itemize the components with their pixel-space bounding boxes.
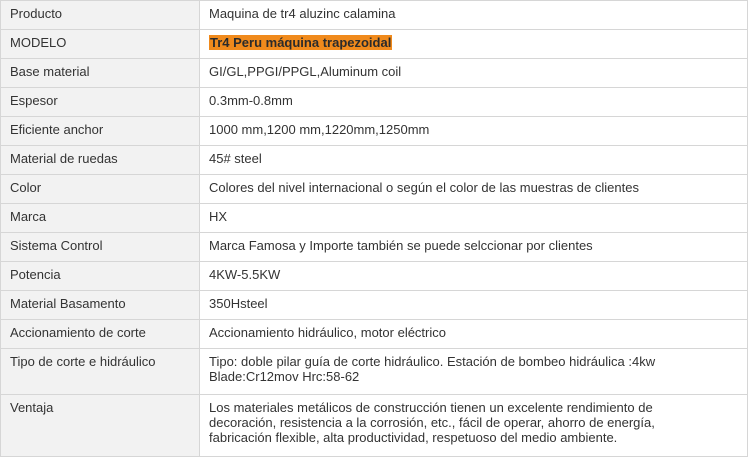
- table-row: [1, 88, 748, 117]
- row-value: HX: [200, 204, 748, 233]
- row-value: 4KW-5.5KW: [200, 262, 748, 291]
- table-row: [1, 30, 748, 59]
- table-row: [1, 262, 748, 291]
- row-value: 0.3mm-0.8mm: [200, 88, 748, 117]
- row-label: Base material: [1, 59, 200, 88]
- table-row: [1, 146, 748, 175]
- row-value: 1000 mm,1200 mm,1220mm,1250mm: [200, 117, 748, 146]
- table-row: [1, 59, 748, 88]
- highlighted-model-text: Tr4 Peru máquina trapezoidal: [210, 35, 392, 50]
- row-label: Accionamiento de corte: [1, 320, 200, 349]
- row-value: [200, 349, 748, 395]
- row-label: Material de ruedas: [1, 146, 200, 175]
- table-row: [1, 1, 748, 30]
- row-value: Maquina de tr4 aluzinc calamina: [200, 1, 748, 30]
- table-row: [1, 320, 748, 349]
- row-label: Producto: [1, 1, 200, 30]
- row-value: Colores del nivel internacional o según el color de las muestras de clientes: [200, 175, 748, 204]
- row-label: Tipo de corte e hidráulico: [1, 349, 200, 395]
- row-value: [200, 30, 748, 59]
- row-label: MODELO: [1, 30, 200, 59]
- value-line: decoración, resistencia a la corrosión, etc., fácil de operar, ahorro de energía,: [209, 415, 655, 430]
- table-row: [1, 175, 748, 204]
- value-line: Tipo: doble pilar guía de corte hidráulico. Estación de bombeo hidráulica :4kw: [209, 354, 656, 369]
- row-value: [200, 395, 748, 457]
- row-value: GI/GL,PPGI/PPGL,Aluminum coil: [200, 59, 748, 88]
- row-label: Marca: [1, 204, 200, 233]
- table-row: [1, 291, 748, 320]
- table-row: [1, 233, 748, 262]
- row-label: Sistema Control: [1, 233, 200, 262]
- row-label: Eficiente anchor: [1, 117, 200, 146]
- row-label: Color: [1, 175, 200, 204]
- table-row: [1, 117, 748, 146]
- table-row: [1, 349, 748, 395]
- value-line: fabricación flexible, alta productividad, respetuoso del medio ambiente.: [209, 430, 618, 445]
- row-value: 45# steel: [200, 146, 748, 175]
- row-label: Espesor: [1, 88, 200, 117]
- row-value: Accionamiento hidráulico, motor eléctrico: [200, 320, 748, 349]
- value-line: Blade:Cr12mov Hrc:58-62: [209, 369, 360, 384]
- row-label: Material Basamento: [1, 291, 200, 320]
- value-line: Los materiales metálicos de construcción tienen un excelente rendimiento de: [209, 400, 653, 415]
- row-value: 350Hsteel: [200, 291, 748, 320]
- row-label: Potencia: [1, 262, 200, 291]
- table-row: [1, 204, 748, 233]
- table-row: [1, 395, 748, 457]
- row-value: Marca Famosa y Importe también se puede selccionar por clientes: [200, 233, 748, 262]
- row-label: Ventaja: [1, 395, 200, 457]
